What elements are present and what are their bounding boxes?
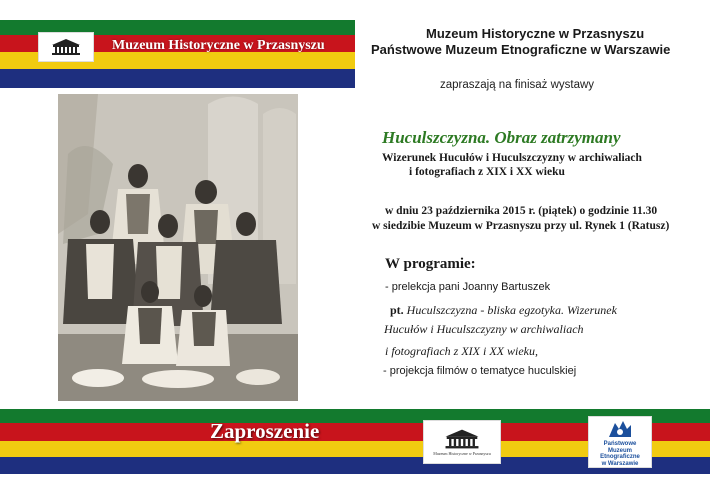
header-museum-2: Państwowe Muzeum Etnograficzne w Warszawie: [371, 42, 671, 57]
invitation-label: Zaproszenie: [210, 419, 320, 443]
program-item-lecture: - prelekcja pani Joanny Bartuszek: [385, 281, 551, 293]
invite-line: zapraszają na finisaż wystawy: [440, 79, 595, 91]
program-item-lecture-title-2: Hucułów i Huculszczyzny w archiwaliach: [384, 322, 584, 336]
header-museum-1: Muzeum Historyczne w Przasnyszu: [426, 26, 645, 41]
exhibition-title: Huculszczyzna. Obraz zatrzymany: [382, 128, 621, 147]
archival-group-photo: [58, 94, 298, 401]
exhibition-subtitle-2: i fotografiach z XIX i XX wieku: [409, 166, 565, 178]
pme-logo-line-2: Muzeum Etnograficzne: [600, 447, 640, 460]
program-heading: W programie:: [385, 256, 476, 272]
mhp-logo-text: Muzeum Historyczne w Przasnyszu: [433, 451, 491, 456]
stripe-blue: [0, 69, 355, 88]
museum-building-icon: [442, 428, 482, 450]
event-place: w siedzibie Muzeum w Przasnyszu przy ul. Rynek 1 (Ratusz): [372, 220, 670, 232]
pme-logo: [588, 416, 652, 468]
top-museum-name: Muzeum Historyczne w Przasnyszu: [112, 38, 325, 53]
museum-logo-top: [38, 32, 94, 62]
lecture-title-text: Huculszczyzna - bliska egzotyka. Wizerunek: [406, 303, 617, 317]
lecture-title-prefix: pt.: [390, 303, 404, 317]
program-item-lecture-title-3: i fotografiach z XIX i XX wieku,: [385, 344, 538, 358]
pme-logo-line-3: w Warszawie: [601, 460, 639, 467]
pme-logo-line-1: Państwowe: [603, 441, 637, 447]
museum-building-icon: [49, 38, 83, 56]
program-item-films: - projekcja filmów o tematyce huculskiej: [383, 365, 577, 377]
exhibition-subtitle-1: Wizerunek Hucułów i Huculszczyzny w archiwaliach: [382, 152, 642, 164]
museum-logo-bottom: [423, 420, 501, 464]
pme-emblem-icon: [605, 419, 635, 441]
program-item-lecture-title: [390, 303, 617, 318]
event-date: w dniu 23 października 2015 r. (piątek) o godzinie 11.30: [385, 205, 658, 217]
